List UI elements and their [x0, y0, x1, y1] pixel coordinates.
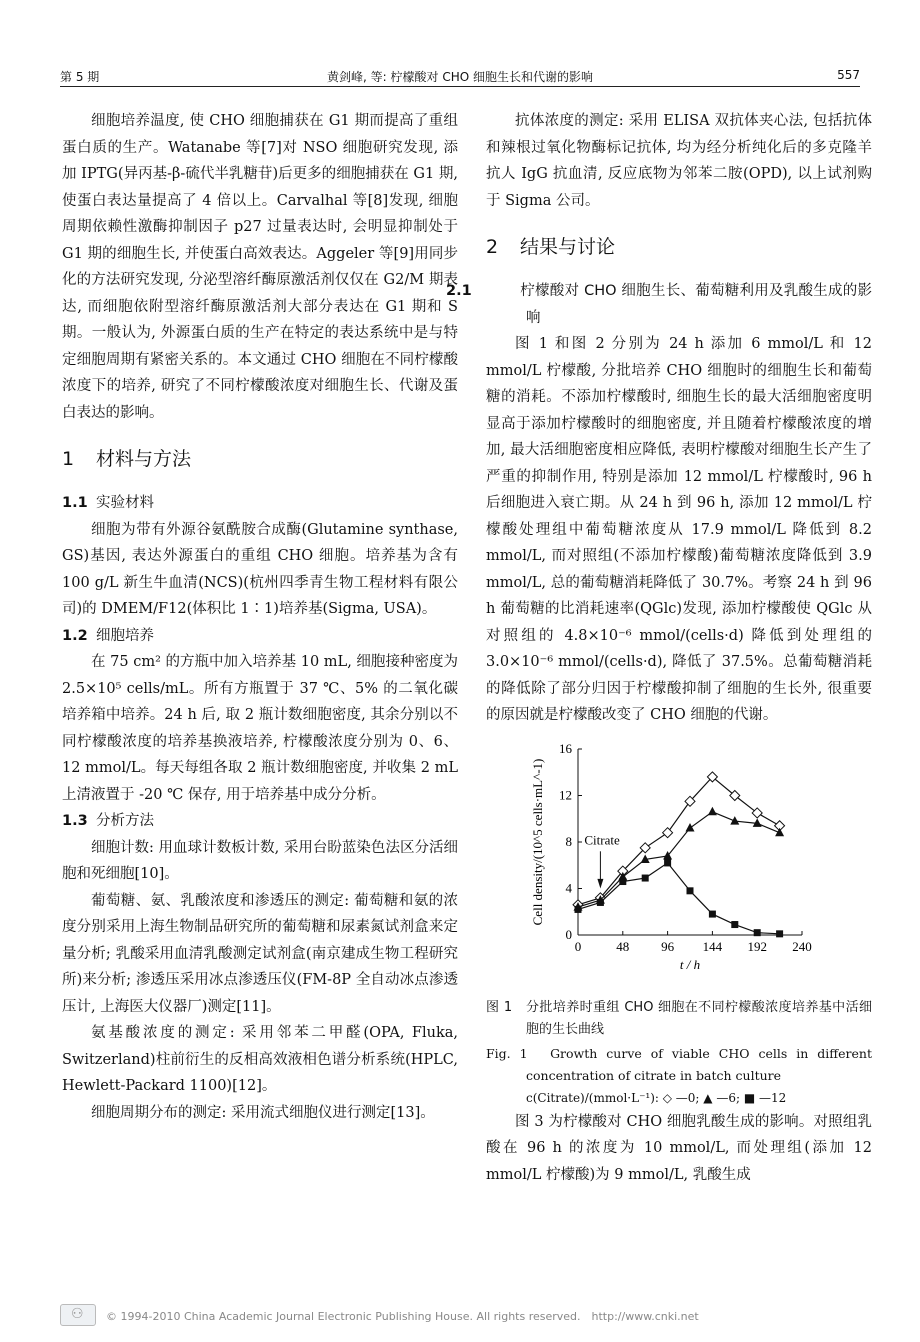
right-column [446, 108, 872, 1188]
left-column [62, 108, 458, 1126]
x-tick-label: 0 [574, 938, 582, 954]
y-tick-label: 4 [565, 880, 572, 895]
lactate-paragraph: 图 3 为柠檬酸对 CHO 细胞乳酸生成的影响。对照组乳酸在 96 h 的浓度为 10 mmol/L, 而处理组(添加 12 mmol/L 柠檬酸)为 9 mmol/L, 乳酸生成 [486, 1113, 872, 1183]
figure-1-chart [486, 743, 872, 983]
subsection-2-1-heading [446, 278, 872, 331]
antibody-paragraph: 抗体浓度的测定: 采用 ELISA 双抗体夹心法, 包括抗体和辣根过氧化物酶标记抗体, 均为经分析纯化后的多克隆羊抗人 IgG 抗血清, 反应底物为邻苯二胺(OPD), 以上试剂购于 Sigma 公司。 [486, 113, 872, 209]
series-12-line [578, 862, 780, 933]
subsection-number: 1.1 [62, 495, 88, 511]
x-tick-label: 96 [661, 938, 675, 954]
y-tick-label: 0 [565, 926, 572, 942]
subsection-1-3-heading [62, 808, 458, 835]
series-12-point [709, 910, 716, 917]
copyright-notice: © 1994-2010 China Academic Journal Electronic Publishing House. All rights reserved. http://www.cnki.net [106, 1310, 699, 1323]
section-number: 2 [486, 236, 499, 258]
series-0-point [752, 807, 762, 817]
series-12-point [731, 921, 738, 928]
subsection-title: 分析方法 [96, 813, 154, 829]
cell-cycle-paragraph: 细胞周期分布的测定: 采用流式细胞仪进行测定[13]。 [91, 1104, 435, 1121]
glucose-assay-paragraph: 葡萄糖、氨、乳酸浓度和渗透压的测定: 葡萄糖和氨的浓度分别采用上海生物制品研究所的葡萄糖和尿素氮试剂盒来定量分析; 乳酸采用血清乳酸测定试剂盒(南京建成生物工程研究所)来分析; 渗透压采用冰点渗透压仪(FM-8P 全自动冰点渗透压计, 上海医大仪器厂)测定[11]。 [62, 892, 458, 1015]
intro-paragraph: 细胞培养温度, 使 CHO 细胞捕获在 G1 期而提高了重组蛋白质的生产。Watanabe 等[7]对 NSO 细胞研究发现, 添加 IPTG(异丙基-β-硫代半乳糖苷)后更多的细胞捕获在 G1 期, 使蛋白表达量提高了 4 倍以上。Carvalhal 等[8]发现, 细胞周期依赖性激酶抑制因子 p27 过量表达时, 会明显抑制处于 G1 期的细胞生长, 并使蛋白高效表达。Aggeler 等[9]用同步化的方法研究发现, 分泌型溶纤酶原激活剂仅仅在 G2/M 期表达, 而细胞依附型溶纤酶原激活剂大部分表达在 G1 期和 S 期。一般认为, 外源蛋白质的生产在特定的表达系统中是与特定细胞周期有紧密关系的。本文通过 CHO 细胞在不同柠檬酸浓度下的培养, 研究了不同柠檬酸浓度对细胞生长、代谢及蛋白表达的影响。 [62, 113, 458, 421]
series-6-point [686, 823, 695, 832]
series-0-point [663, 827, 673, 837]
citrate-annotation: Citrate [584, 831, 620, 847]
series-6-point [708, 806, 717, 815]
x-tick-label: 144 [702, 938, 723, 954]
figure-1-caption-cn: 图 1 分批培养时重组 CHO 细胞在不同柠檬酸浓度培养基中活细胞的生长曲线 [486, 999, 872, 1037]
materials-paragraph: 细胞为带有外源谷氨酰胺合成酶(Glutamine synthase, GS)基因, 表达外源蛋白的重组 CHO 细胞。培养基为含有 100 g/L 新生牛血清(NCS)(杭州四季青生物工程材料有限公司)的 DMEM/F12(体积比 1∶1)培养基(Sigma, USA)。 [62, 521, 458, 617]
x-tick-label: 240 [792, 938, 812, 954]
subsection-1-2-heading [62, 623, 458, 650]
subsection-number: 2.1 [446, 283, 472, 299]
culture-paragraph: 在 75 cm² 的方瓶中加入培养基 10 mL, 细胞接种密度为 2.5×10⁵ cells/mL。所有方瓶置于 37 ℃、5% 的二氧化碳培养箱中培养。24 h 后, 取 2 瓶计数细胞密度, 其余分别以不同柠檬酸浓度的培养基换液培养, 柠檬酸浓度分别为 0、6、12 mmol/L。每天每组各取 2 瓶计数细胞密度, 并收集 2 mL 上清液置于 -20 ℃ 保存, 用于培养基中成分分析。 [62, 654, 458, 803]
section-1-heading [62, 444, 458, 474]
results-paragraph: 图 1 和图 2 分别为 24 h 添加 6 mmol/L 和 12 mmol/L 柠檬酸, 分批培养 CHO 细胞时的细胞生长和葡萄糖的消耗。不添加柠檬酸时, 细胞生长的最大活细胞密度明显高于添加柠檬酸时的细胞密度, 并且随着柠檬酸浓度的增加, 最大活细胞密度相应降低, 表明柠檬酸对细胞生长产生了严重的抑制作用, 特别是添加 12 mmol/L 柠檬酸时, 96 h 后细胞进入衰亡期。从 24 h 到 96 h, 添加 12 mmol/L 柠檬酸处理组中葡萄糖浓度从 17.9 mmol/L 降低到 8.2 mmol/L, 而对照组(不添加柠檬酸)葡萄糖浓度降低到 3.9 mmol/L, 总的葡萄糖消耗降低了 30.7%。考察 24 h 到 96 h 葡萄糖的比消耗速率(QGlc)发现, 添加柠檬酸使 QGlc 从对照组的 4.8×10⁻⁶ mmol/(cells·d) 降低到处理组的 3.0×10⁻⁶ mmol/(cells·d), 降低了 37.5%。总葡萄糖消耗的降低除了部分归因于柠檬酸抑制了细胞的生长外, 很重要的原因就是柠檬酸改变了 CHO 细胞的代谢。 [486, 336, 872, 723]
series-12-point [642, 874, 649, 881]
figure-1-caption-en: Fig. 1 Growth curve of viable CHO cells in different concentration of citrate in batch culture [486, 1045, 872, 1083]
section-title: 材料与方法 [96, 448, 192, 470]
running-title: 黄剑峰, 等: 柠檬酸对 CHO 细胞生长和代谢的影响 [327, 70, 593, 84]
series-12-point [597, 898, 604, 905]
amino-acid-paragraph: 氨基酸浓度的测定: 采用邻苯二甲醛(OPA, Fluka, Switzerland)柱前衍生的反相高效液相色谱分析系统(HPLC, Hewlett-Packard 1100)[12]。 [62, 1025, 458, 1094]
cell-count-paragraph: 细胞计数: 用血球计数板计数, 采用台盼蓝染色法区分活细胞和死细胞[10]。 [62, 839, 458, 882]
subsection-title: 细胞培养 [96, 627, 154, 644]
section-number: 1 [62, 448, 75, 470]
series-12-point [575, 905, 582, 912]
subsection-number: 1.2 [62, 627, 88, 644]
page-number: 557 [837, 68, 860, 82]
section-title: 结果与讨论 [520, 236, 616, 258]
y-tick-label: 8 [565, 833, 572, 849]
subsection-title: 柠檬酸对 CHO 细胞生长、葡萄糖利用及乳酸生成的影响 [520, 283, 872, 326]
x-axis-label: t / h [679, 956, 701, 972]
citrate-arrow-head [597, 878, 603, 888]
growth-curve-plot [486, 743, 872, 983]
series-12-point [754, 929, 761, 936]
page-footer [60, 1304, 860, 1328]
x-tick-label: 48 [616, 938, 630, 954]
section-2-heading [486, 232, 872, 262]
series-12-point [776, 930, 783, 937]
y-tick-label: 16 [559, 742, 572, 756]
subsection-title: 实验材料 [96, 495, 154, 511]
x-tick-label: 192 [747, 938, 767, 954]
subsection-number: 1.3 [62, 813, 88, 829]
series-12-point [619, 878, 626, 885]
issue-number: 第 5 期 [60, 70, 100, 84]
series-12-point [664, 859, 671, 866]
y-tick-label: 12 [559, 787, 572, 802]
cnki-logo-icon [60, 1304, 96, 1326]
series-12-point [687, 887, 694, 894]
running-header [60, 64, 860, 87]
series-6-line [578, 811, 780, 906]
y-axis-label: Cell density/(10^5 cells·mL^-1) [530, 758, 545, 925]
figure-1-legend: c(Citrate)/(mmol·L⁻¹): ◇ —0; ▲ —6; ■ —12 [526, 1090, 787, 1105]
subsection-1-1-heading [62, 490, 458, 517]
